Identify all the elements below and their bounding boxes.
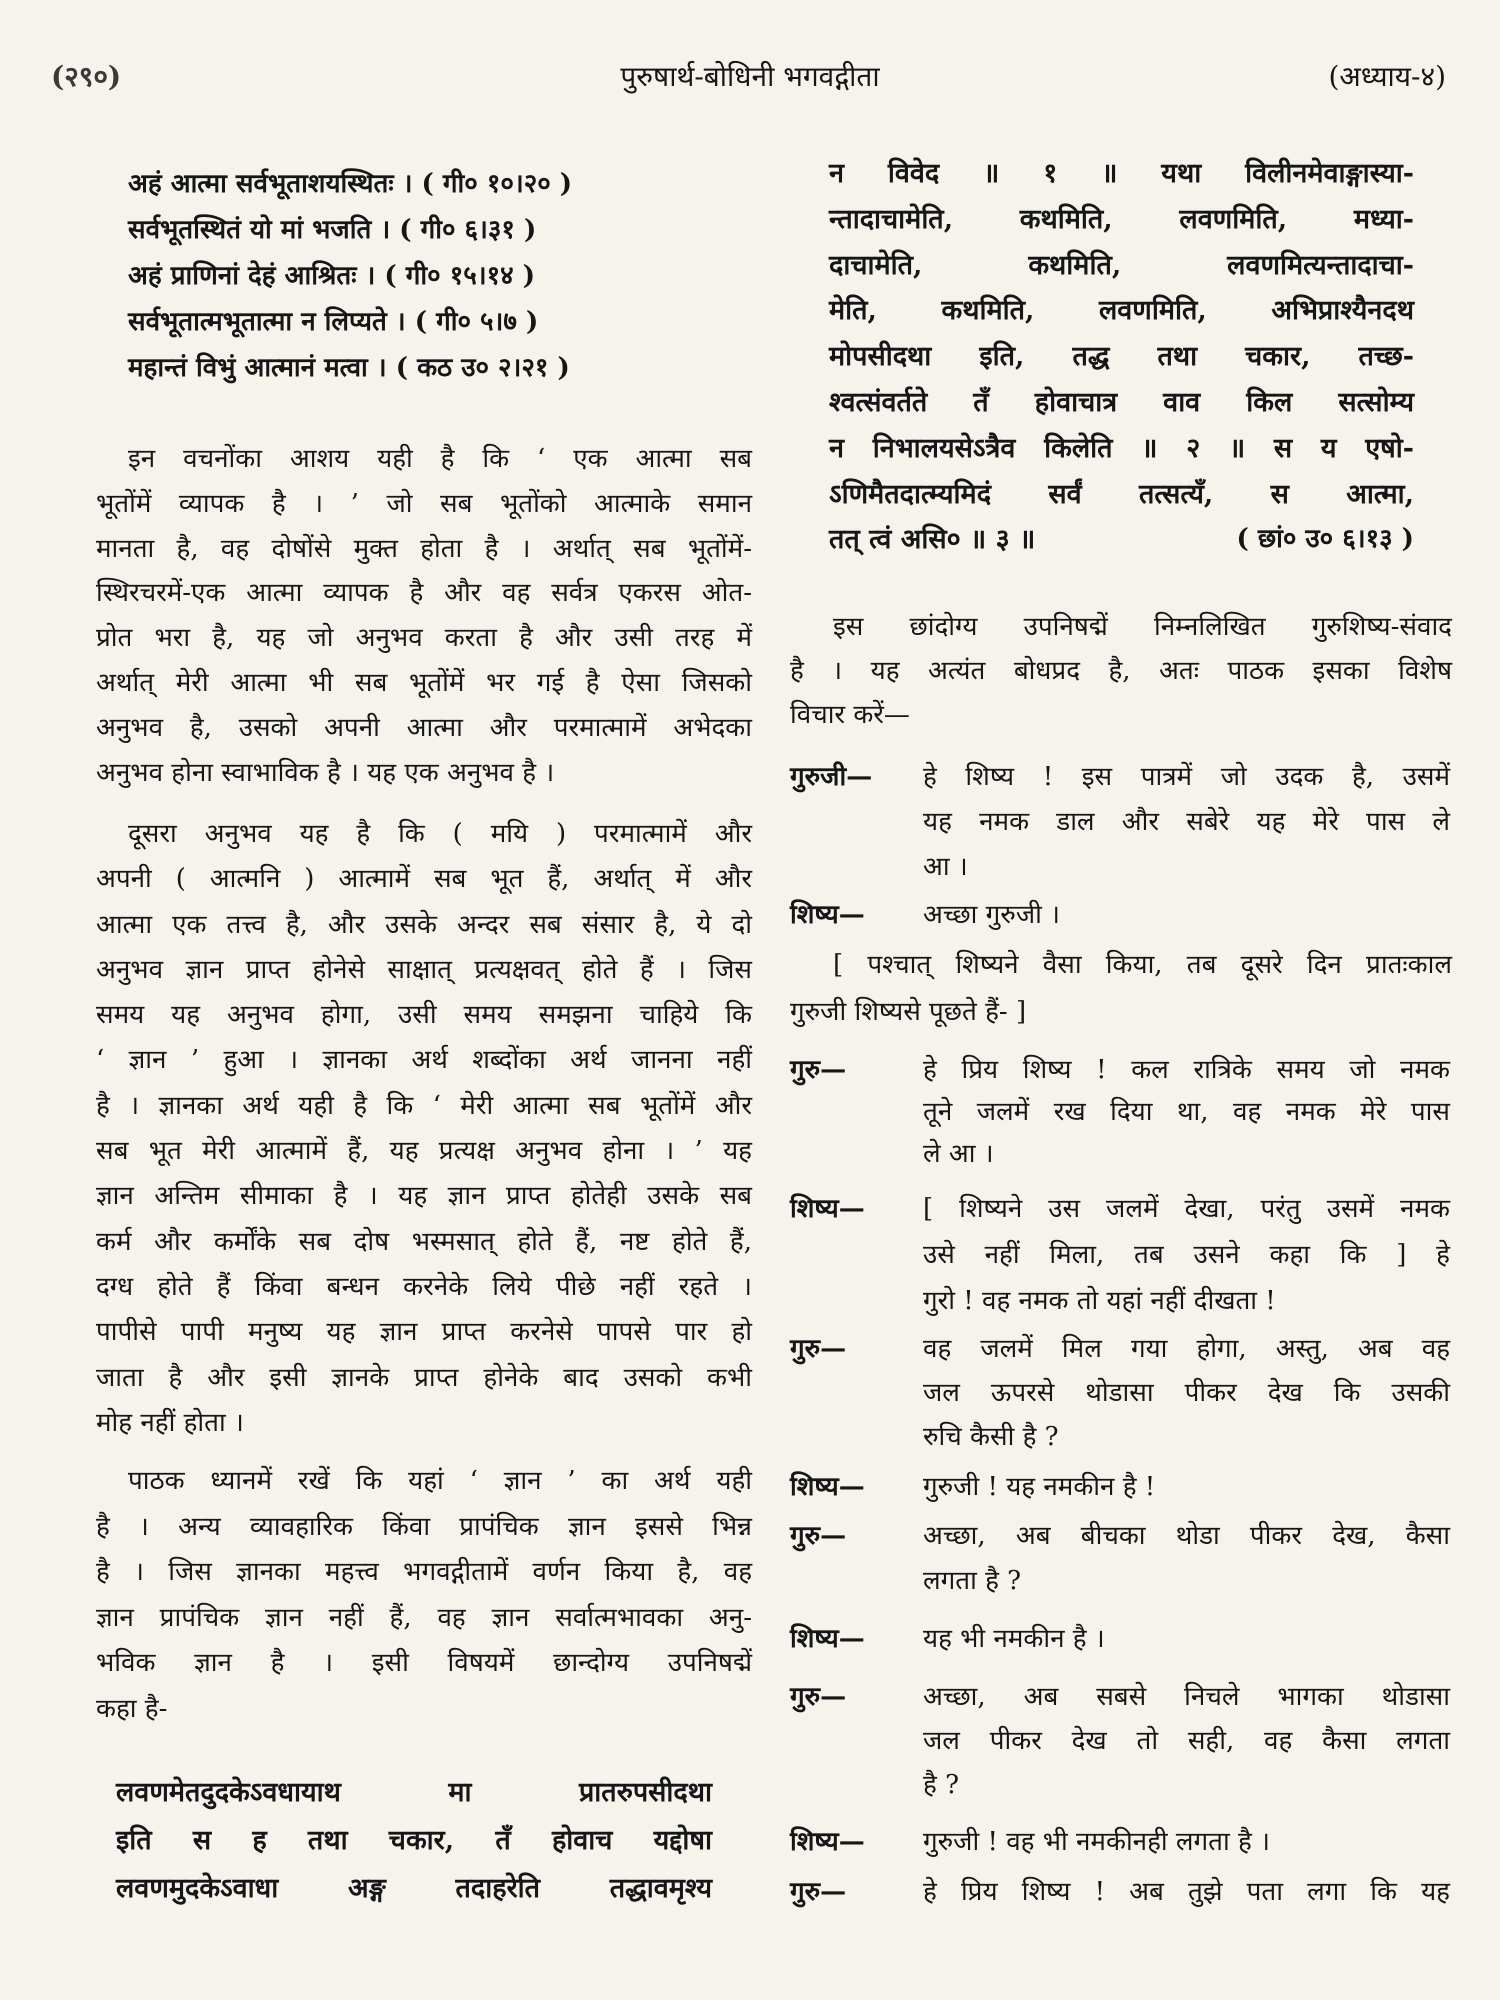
paragraph-line: सब भूत मेरी आत्मामें हैं, यह प्रत्यक्ष अनुभव होना । ’ यह xyxy=(96,1136,752,1167)
dialogue-line: लगता है ? xyxy=(923,1566,1022,1596)
dialogue-intro xyxy=(790,605,1452,737)
verse-quote: अहं आत्मा सर्वभूताशयस्थितः । ( गी० १०।२० ) xyxy=(128,169,573,199)
paragraph-line: पापीसे पापी मनुष्य यह ज्ञान प्राप्त करनेसे पापसे पार हो xyxy=(96,1317,752,1348)
dialogue-line: जल पीकर देख तो सही, वह कैसा लगता xyxy=(923,1726,1450,1756)
dialogue-line: यह नमक डाल और सबेरे यह मेरे पास ले xyxy=(923,807,1450,837)
paragraph-2 xyxy=(96,812,752,1446)
paragraph-line: है । अन्य व्यावहारिक किंवा प्रापंचिक ज्ञान इससे भिन्न xyxy=(96,1511,752,1542)
paragraph-line: अर्थात् मेरी आत्मा भी सब भूतोंमें भर गई है ऐसा जिसको xyxy=(96,667,752,698)
dialogue-entry xyxy=(790,1327,1452,1459)
speaker-label: गुरु— xyxy=(790,1055,847,1085)
narrative-note xyxy=(790,942,1452,1036)
paragraph-line: मानता है, वह दोषोंसे मुक्त होता है । अर्थात् सब भूतोंमें- xyxy=(96,533,752,564)
speaker-label: शिष्य— xyxy=(790,1624,865,1654)
sanskrit-line: न निभालयसेऽत्रैव किलेति ॥ २ ॥ स य एषो- xyxy=(829,432,1414,464)
paragraph-line: ज्ञान प्रापंचिक ज्ञान नहीं हैं, वह ज्ञान सर्वात्मभावका अनु- xyxy=(96,1602,752,1633)
paragraph-line: अनुभव होना स्वाभाविक है । यह एक अनुभव है । xyxy=(96,757,555,788)
speaker-label: शिष्य— xyxy=(790,1472,865,1502)
speaker-label: गुरु— xyxy=(790,1877,847,1907)
sanskrit-line: दाचामेति, कथमिति, लवणमित्यन्तादाचा- xyxy=(829,249,1414,281)
paragraph-1 xyxy=(96,437,752,795)
paragraph-line: स्थिरचरमें-एक आत्मा व्यापक है और वह सर्वत्र एकरस ओत- xyxy=(96,578,752,609)
paragraph-line: दग्ध होते हैं किंवा बन्धन करनेके लिये पीछे नहीं रहते । xyxy=(96,1271,752,1302)
dialogue-line: आ । xyxy=(923,852,968,882)
page-number: (२९०) xyxy=(51,60,122,93)
paragraph-line: दूसरा अनुभव यह है कि ( मयि ) परमात्मामें और xyxy=(128,819,752,849)
dialogue-line: वह जलमें मिल गया होगा, अस्तु, अब वह xyxy=(923,1334,1450,1364)
paragraph-line: पाठक ध्यानमें रखें कि यहां ‘ ज्ञान ’ का अर्थ यही xyxy=(128,1466,752,1496)
verse-quote: महान्तं विभुं आत्मानं मत्वा । ( कठ उ० २।२१ ) xyxy=(128,353,570,383)
speaker-label: गुरु— xyxy=(790,1521,847,1551)
paragraph-line: है । ज्ञानका अर्थ यही है कि ‘ मेरी आत्मा सब भूतोंमें और xyxy=(96,1090,752,1121)
dialogue-line: तूने जलमें रख दिया था, वह नमक मेरे पास xyxy=(923,1097,1450,1127)
sanskrit-line: ऽणिमैतदात्म्यमिदं सर्वं तत्सत्यँ, स आत्मा, xyxy=(829,478,1414,510)
paragraph-line: आत्मा एक तत्त्व है, और उसके अन्दर सब संसार है, ये दो xyxy=(96,909,752,940)
dialogue-entry xyxy=(790,1049,1452,1175)
paragraph-line: कर्म और कर्मोंके सब दोष भस्मसात् होते हैं, नष्ट होते हैं, xyxy=(96,1226,752,1257)
dialogue-line: उसे नहीं मिला, तब उसने कहा कि ] हे xyxy=(923,1240,1450,1270)
dialogue-entry xyxy=(790,1514,1452,1604)
running-title: पुरुषार्थ-बोधिनी भगवद्गीता xyxy=(620,60,880,93)
dialogue-entry xyxy=(790,1617,1452,1661)
paragraph-line: है । यह अत्यंत बोधप्रद है, अतः पाठक इसका विशेष xyxy=(790,656,1452,686)
dialogue-line: हे प्रिय शिष्य ! कल रात्रिके समय जो नमक xyxy=(923,1055,1450,1085)
chapter-label: (अध्याय-४) xyxy=(1328,60,1446,93)
sanskrit-line: न्तादाचामेति, कथमिति, लवणमिति, मध्या- xyxy=(829,203,1414,235)
speaker-label: गुरु— xyxy=(790,1682,847,1712)
dialogue-line: हे प्रिय शिष्य ! अब तुझे पता लगा कि यह xyxy=(923,1877,1450,1907)
paragraph-line: प्रोत भरा है, यह जो अनुभव करता है और उसी तरह में xyxy=(96,623,752,654)
sanskrit-line: न विवेद ॥ १ ॥ यथा विलीनमेवाङ्गास्या- xyxy=(829,158,1414,189)
dialogue-line: रुचि कैसी है ? xyxy=(923,1422,1059,1452)
dialogue-line: अच्छा, अब बीचका थोडा पीकर देख, कैसा xyxy=(923,1521,1450,1551)
sanskrit-line: इति स ह तथा चकार, तँ होवाच यद्दोषा xyxy=(116,1825,712,1857)
sanskrit-passage-continued xyxy=(829,151,1414,563)
sanskrit-final-line xyxy=(829,517,1414,563)
paragraph-line: अनुभव ज्ञान प्राप्त होनेसे साक्षात् प्रत्यक्षवत् होते हैं । जिस xyxy=(96,954,752,985)
dialogue-entry xyxy=(790,1820,1452,1864)
source-reference: ( छां० उ० ६।१३ ) xyxy=(1236,524,1414,555)
note-line: [ पश्चात् शिष्यने वैसा किया, तब दूसरे दिन प्रातःकाल xyxy=(833,950,1452,980)
dialogue-entry xyxy=(790,1465,1452,1509)
dialogue-line: है ? xyxy=(923,1770,960,1800)
paragraph-line: अपनी ( आत्मनि ) आत्मामें सब भूत हैं, अर्थात् में और xyxy=(96,864,752,895)
speaker-label: गुरु— xyxy=(790,1334,847,1364)
note-line: गुरुजी शिष्यसे पूछते हैं- ] xyxy=(790,997,1027,1027)
speaker-label: शिष्य— xyxy=(790,1827,865,1857)
dialogue-entry xyxy=(790,755,1452,890)
sanskrit-line: मेति, कथमिति, लवणमिति, अभिप्राश्यैनदथ xyxy=(829,295,1414,327)
verse-quote: सर्वभूतस्थितं यो मां भजति । ( गी० ६।३१ ) xyxy=(128,215,537,245)
verse-quote: सर्वभूतात्मभूतात्मा न लिप्यते । ( गी० ५।७ ) xyxy=(128,307,539,337)
sanskrit-line: मोपसीदथा इति, तद्ध तथा चकार, तच्छ- xyxy=(829,341,1414,373)
dialogue-entry xyxy=(790,1186,1452,1324)
speaker-label: शिष्य— xyxy=(790,900,865,930)
paragraph-3 xyxy=(96,1459,752,1732)
sanskrit-passage-start xyxy=(116,1769,712,1914)
dialogue-line: ले आ । xyxy=(923,1139,994,1169)
dialogue-entry xyxy=(790,893,1452,937)
dialogue-line: [ शिष्यने उस जलमें देखा, परंतु उसमें नमक xyxy=(923,1194,1450,1224)
paragraph-line: ज्ञान अन्तिम सीमाका है । यह ज्ञान प्राप्त होतेही उसके सब xyxy=(96,1181,752,1212)
paragraph-line: समय यह अनुभव होगा, उसी समय समझना चाहिये कि xyxy=(96,1000,752,1031)
verse-quotes xyxy=(128,161,752,391)
sanskrit-line: लवणमेतदुदकेऽवधायाथ मा प्रातरुपसीदथा xyxy=(116,1777,712,1808)
sanskrit-line: श्वत्संवर्तते तँ होवाचात्र वाव किल सत्सोम्य xyxy=(829,386,1414,418)
dialogue-line: यह भी नमकीन है । xyxy=(923,1624,1105,1654)
paragraph-line: मोह नहीं होता । xyxy=(96,1407,244,1438)
paragraph-line: ‘ ज्ञान ’ हुआ । ज्ञानका अर्थ शब्दोंका अर्थ जानना नहीं xyxy=(96,1045,752,1076)
speaker-label: शिष्य— xyxy=(790,1194,865,1224)
dialogue-line: हे शिष्य ! इस पात्रमें जो उदक है, उसमें xyxy=(923,762,1450,792)
verse-quote: अहं प्राणिनां देहं आश्रितः । ( गी० १५।१४ ) xyxy=(128,261,535,291)
dialogue-line: जल ऊपरसे थोडासा पीकर देख कि उसकी xyxy=(923,1378,1450,1408)
dialogue-line: गुरुजी ! वह भी नमकीनही लगता है । xyxy=(923,1827,1270,1857)
dialogue-line: गुरो ! वह नमक तो यहां नहीं दीखता ! xyxy=(923,1286,1276,1316)
paragraph-line: जाता है और इसी ज्ञानके प्राप्त होनेके बाद उसको कभी xyxy=(96,1362,752,1393)
paragraph-line: विचार करें— xyxy=(790,700,910,730)
sanskrit-line: लवणमुदकेऽवाधा अङ्ग तदाहरेति तद्धावमृश्य xyxy=(116,1873,712,1905)
paragraph-line: कहा है- xyxy=(96,1693,168,1724)
dialogue-entry xyxy=(790,1675,1452,1807)
dialogue-line: अच्छा गुरुजी । xyxy=(923,900,1060,930)
paragraph-line: भूतोंमें व्यापक है । ’ जो सब भूतोंको आत्माके समान xyxy=(96,488,752,519)
paragraph-line: है । जिस ज्ञानका महत्त्व भगवद्गीतामें वर्णन किया है, वह xyxy=(96,1557,752,1587)
dialogue-entry xyxy=(790,1870,1452,1914)
paragraph-line: इन वचनोंका आशय यही है कि ‘ एक आत्मा सब xyxy=(128,444,752,474)
dialogue-line: गुरुजी ! यह नमकीन है ! xyxy=(923,1472,1156,1502)
sanskrit-end-text: तत् त्वं असि० ॥ ३ ॥ xyxy=(829,524,1036,556)
paragraph-line: इस छांदोग्य उपनिषद्में निम्नलिखित गुरुशिष्य-संवाद xyxy=(833,612,1452,642)
paragraph-line: अनुभव है, उसको अपनी आत्मा और परमात्मामें अभेदका xyxy=(96,712,752,743)
dialogue-line: अच्छा, अब सबसे निचले भागका थोडासा xyxy=(923,1682,1450,1712)
speaker-label: गुरुजी— xyxy=(790,762,873,792)
paragraph-line: भविक ज्ञान है । इसी विषयमें छान्दोग्य उपनिषद्में xyxy=(96,1648,752,1678)
